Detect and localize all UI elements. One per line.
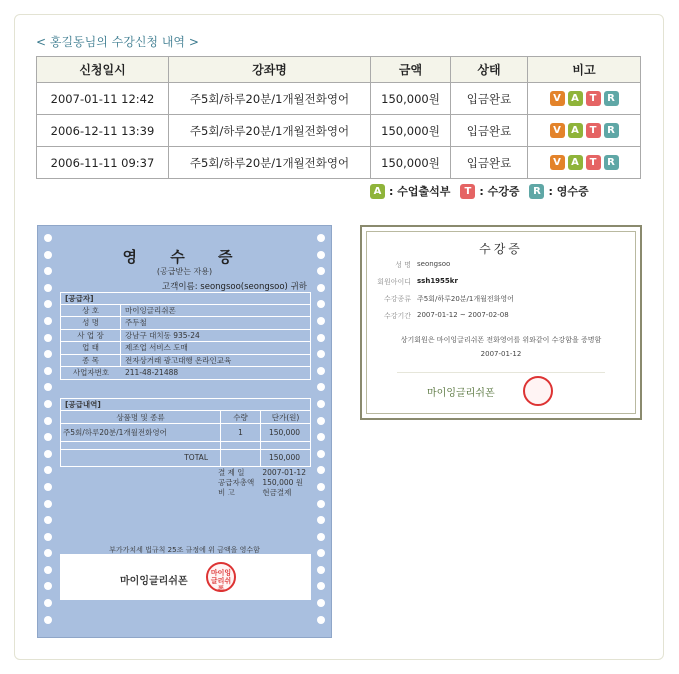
supplier-key: 종 목 [61, 355, 121, 366]
items-header-qty: 수량 [221, 411, 261, 423]
receipt-badge-button[interactable]: R [604, 155, 619, 170]
summary-value: 현금결제 [262, 488, 292, 497]
certificate-badge-button[interactable]: T [586, 91, 601, 106]
certificate-sample [360, 225, 642, 420]
supplier-row [61, 342, 310, 354]
certificate-row [377, 294, 514, 304]
attendance-badge-button[interactable]: A [568, 123, 583, 138]
certificate-badge-button[interactable]: T [586, 155, 601, 170]
summary-value: 150,000 원 [262, 478, 304, 487]
total-value: 150,000 [268, 453, 300, 462]
col-header-date: 신청일시 [37, 57, 169, 83]
receipt-note: 부가가치세 법규칙 25조 규정에 위 금액을 영수함 [109, 546, 260, 554]
supplier-key: 상 호 [61, 305, 121, 316]
supplier-key: 사업자번호 [72, 367, 110, 377]
supplier-box [60, 292, 311, 380]
certificate-divider [397, 372, 605, 373]
legend-label: : 수업출석부 [389, 185, 451, 198]
table-row [37, 83, 641, 115]
certificate-key: 회원아이디 [377, 278, 411, 286]
total-label: TOTAL [61, 450, 221, 466]
legend-item-certificate [460, 183, 519, 199]
receipt-customer: 고객이름: seongsoo(seongsoo) 귀하 [161, 282, 307, 292]
legend-label: : 수강증 [479, 185, 520, 198]
certificate-row [377, 260, 450, 270]
cell-course: 주5회/하루20분/1개월전화영어 [169, 147, 371, 179]
attendance-badge-button[interactable]: A [568, 155, 583, 170]
col-header-note: 비고 [528, 57, 641, 83]
tractor-holes-left [44, 234, 52, 632]
summary-key: 결 제 일 [218, 468, 245, 477]
item-qty: 1 [221, 424, 261, 441]
supplier-value: 전자상거래 광고대행 온라인교육 [125, 355, 232, 365]
certificate-row [377, 311, 509, 321]
cell-course: 주5회/하루20분/1개월전화영어 [169, 115, 371, 147]
cell-date: 2006-11-11 09:37 [37, 147, 169, 179]
item-name: 주5회/하루20분/1개월전화영어 [61, 424, 221, 441]
items-header-name: 상품명 및 종류 [61, 411, 221, 423]
certificate-key: 수강기간 [383, 312, 411, 320]
supplier-value: 마이잉글리쉬폰 [125, 306, 176, 315]
supplier-key: 사 업 장 [61, 330, 121, 341]
receipt-summary [218, 468, 306, 498]
certificate-key: 수강종류 [383, 295, 411, 303]
certificate-title: 수강증 [479, 242, 523, 256]
certificate-date: 2007-01-12 [480, 350, 522, 358]
summary-value: 2007-01-12 [262, 468, 306, 477]
total-row [61, 450, 310, 466]
item-price: 150,000 [268, 428, 300, 437]
items-box [60, 398, 311, 467]
cell-amount: 150,000원 [371, 83, 451, 115]
supplier-section-title: [공급자] [61, 293, 310, 305]
v-badge-button[interactable]: V [550, 155, 565, 170]
table-header-row [37, 57, 641, 83]
enrollment-history-table [36, 56, 641, 179]
table-row [37, 147, 641, 179]
certificate-value: ssh1955kr [417, 277, 458, 285]
cell-actions [528, 115, 641, 147]
certificate-value: 주5회/하루20분/1개월전화영어 [417, 295, 514, 303]
certificate-key: 성 명 [395, 261, 411, 269]
certificate-body: 상기회원은 마이잉글리쉬폰 전화영어를 위와같이 수강함을 증명함 [400, 336, 602, 344]
item-row-empty [61, 442, 310, 450]
legend-label: : 영수증 [548, 185, 589, 198]
supplier-row [61, 367, 310, 379]
receipt-company: 마이잉글리쉬폰 [120, 576, 188, 587]
summary-row [218, 488, 306, 498]
legend-badge-a: A [370, 184, 385, 199]
cell-date: 2006-12-11 13:39 [37, 115, 169, 147]
supplier-key: 성 명 [61, 317, 121, 328]
v-badge-button[interactable]: V [550, 123, 565, 138]
cell-amount: 150,000원 [371, 115, 451, 147]
cell-amount: 150,000원 [371, 147, 451, 179]
receipt-stamp-box [60, 554, 311, 600]
certificate-value: 2007-01-12 ~ 2007-02-08 [417, 311, 509, 319]
v-badge-button[interactable]: V [550, 91, 565, 106]
items-header-price: 단가(원) [271, 413, 300, 422]
badge-legend [370, 183, 599, 199]
supplier-value: 강남구 대치동 935-24 [125, 330, 200, 340]
col-header-course: 강좌명 [169, 57, 371, 83]
cell-actions [528, 83, 641, 115]
items-header [61, 411, 310, 424]
supplier-key: 업 태 [61, 342, 121, 353]
attendance-badge-button[interactable]: A [568, 91, 583, 106]
cell-actions [528, 147, 641, 179]
summary-row [218, 478, 306, 488]
tractor-holes-right [317, 234, 325, 632]
summary-key: 비 고 [218, 488, 235, 497]
certificate-badge-button[interactable]: T [586, 123, 601, 138]
company-seal-icon: 마이잉글리쉬폰 [206, 562, 236, 592]
page-heading: < 홍길동님의 수강신청 내역 > [36, 35, 199, 49]
summary-row [218, 468, 306, 478]
col-header-amount: 금액 [371, 57, 451, 83]
certificate-value: seongsoo [417, 260, 451, 268]
cell-course: 주5회/하루20분/1개월전화영어 [169, 83, 371, 115]
supplier-row [61, 317, 310, 329]
supplier-row [61, 355, 310, 367]
supplier-row [61, 330, 310, 342]
table-row [37, 115, 641, 147]
summary-key: 공급자총액 [218, 478, 255, 487]
supplier-value: 주두철 [125, 318, 147, 328]
legend-badge-t: T [460, 184, 475, 199]
legend-item-receipt [529, 183, 588, 199]
items-section-title: [공급내역] [61, 399, 310, 411]
certificate-row [377, 277, 458, 287]
col-header-status: 상태 [451, 57, 528, 83]
certificate-company: 마이잉글리쉬폰 [427, 388, 495, 399]
certificate-border [366, 231, 636, 414]
cell-status: 입금완료 [451, 115, 528, 147]
receipt-sample [37, 225, 332, 638]
cell-date: 2007-01-11 12:42 [37, 83, 169, 115]
cell-status: 입금완료 [451, 83, 528, 115]
supplier-value: 211-48-21488 [125, 367, 179, 377]
legend-badge-r: R [529, 184, 544, 199]
item-row [61, 424, 310, 442]
receipt-title: 영 수 증 [122, 248, 247, 266]
receipt-badge-button[interactable]: R [604, 123, 619, 138]
receipt-badge-button[interactable]: R [604, 91, 619, 106]
supplier-value: 제조업 서비스 도매 [125, 343, 188, 353]
receipt-subtitle: (공급받는 자용) [156, 267, 213, 276]
cell-status: 입금완료 [451, 147, 528, 179]
legend-item-attendance [370, 183, 450, 199]
certificate-seal-icon [523, 376, 553, 406]
supplier-row [61, 305, 310, 317]
